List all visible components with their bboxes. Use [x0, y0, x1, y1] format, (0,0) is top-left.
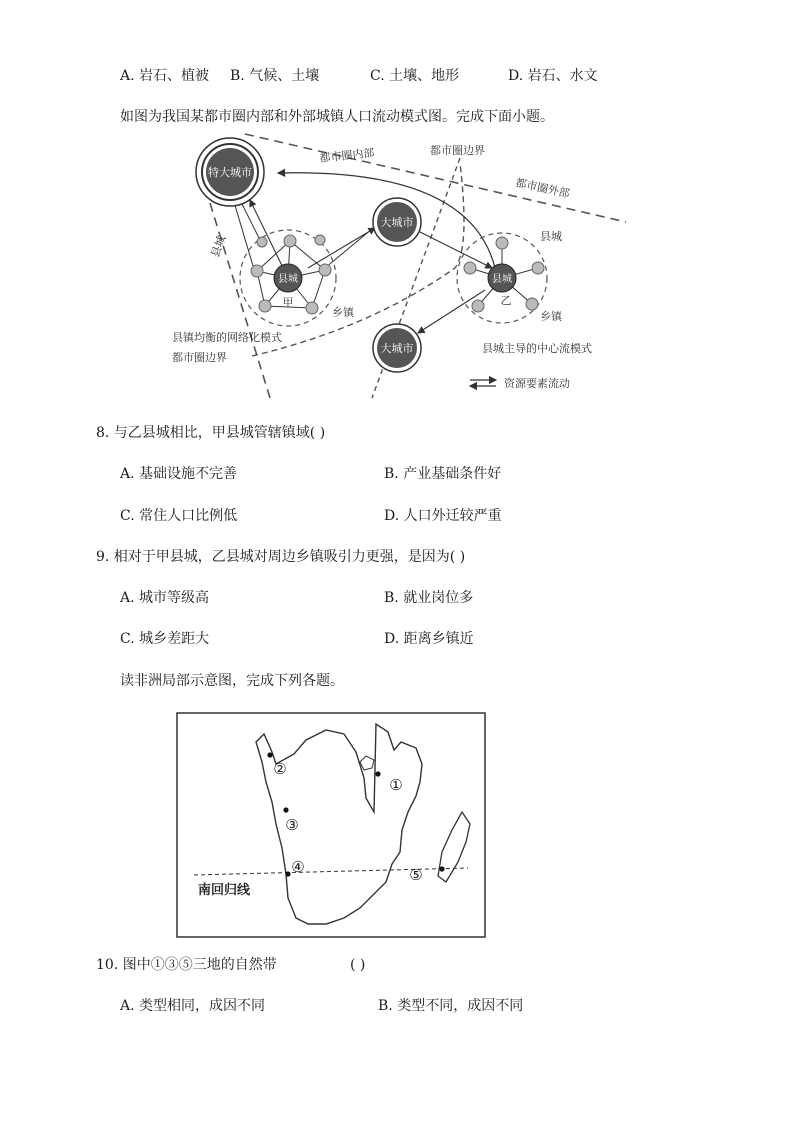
population-flow-diagram: [160, 128, 630, 400]
label-town-left: 乡镇: [332, 306, 354, 319]
q9-option-a: A. 城市等级高: [120, 590, 210, 606]
svg-text:县城: 县城: [278, 274, 298, 285]
q9-stem: 9. 相对于甲县城，乙县城对周边乡镇吸引力更强，是因为( ): [96, 549, 466, 565]
county-jia-node: [274, 264, 302, 309]
point-5: ⑤: [409, 866, 423, 884]
prev-option-c: C. 土壤、地形: [370, 68, 460, 84]
q8-option-d: D. 人口外迁较严重: [384, 508, 502, 524]
county-yi-node: [488, 264, 516, 307]
svg-text:县城: 县城: [492, 274, 512, 285]
label-inner: 都市圈内部: [318, 146, 376, 165]
point-4: ④: [291, 858, 305, 876]
point-3: ③: [285, 816, 299, 834]
left-boundary-line: [210, 203, 270, 398]
q9-option-b: B. 就业岗位多: [384, 590, 474, 606]
q10-stem: 10. 图中①③⑤三地的自然带: [96, 957, 277, 973]
label-model-right: 县城主导的中心流模式: [482, 342, 592, 355]
label-county-left: 县城: [208, 233, 229, 260]
metro-border-curve: [252, 163, 464, 356]
svg-text:大城市: 大城市: [380, 342, 414, 355]
intro-text-2: 读非洲局部示意图，完成下列各题。: [120, 673, 344, 689]
label-jia: 甲: [282, 296, 294, 309]
svg-text:大城市: 大城市: [380, 216, 414, 229]
label-yi: 乙: [500, 294, 512, 307]
megacity-label: 特大城市: [208, 166, 252, 179]
africa-map: [176, 712, 486, 938]
q10-paren: ( ): [350, 957, 366, 973]
label-outer: 都市圈外部: [514, 176, 571, 201]
legend-label: 资源要素流动: [504, 377, 570, 390]
label-model-left: 县镇均衡的网络化模式: [172, 331, 282, 344]
prev-option-a: A. 岩石、植被: [120, 68, 210, 84]
bigcity-bottom-node: [373, 324, 421, 372]
map-frame: [177, 713, 485, 937]
label-border-top: 都市圈边界: [430, 144, 485, 157]
q8-stem: 8. 与乙县城相比，甲县城管辖镇域( ): [96, 425, 326, 441]
bigcity-top-node: [373, 198, 421, 246]
label-town-right: 乡镇: [540, 310, 562, 323]
q9-option-d: D. 距离乡镇近: [384, 631, 474, 647]
label-county-right: 县城: [540, 230, 562, 243]
intro-text-1: 如图为我国某都市圈内部和外部城镇人口流动模式图。完成下面小题。: [120, 109, 554, 125]
prev-option-b: B. 气候、土壤: [230, 68, 320, 84]
point-1: ①: [389, 776, 403, 794]
q8-option-b: B. 产业基础条件好: [384, 466, 502, 482]
megacity-node: [196, 138, 264, 206]
point-2: ②: [273, 760, 287, 778]
q10-option-a: A. 类型相同，成因不同: [120, 998, 266, 1014]
tropic-label: 南回归线: [198, 883, 251, 898]
label-border-bottom: 都市圈边界: [172, 351, 227, 364]
q9-option-c: C. 城乡差距大: [120, 631, 210, 647]
prev-option-d: D. 岩石、水文: [508, 68, 598, 84]
legend: [470, 376, 570, 390]
q8-option-a: A. 基础设施不完善: [120, 466, 238, 482]
q8-option-c: C. 常住人口比例低: [120, 508, 238, 524]
q10-option-b: B. 类型不同，成因不同: [378, 998, 524, 1014]
